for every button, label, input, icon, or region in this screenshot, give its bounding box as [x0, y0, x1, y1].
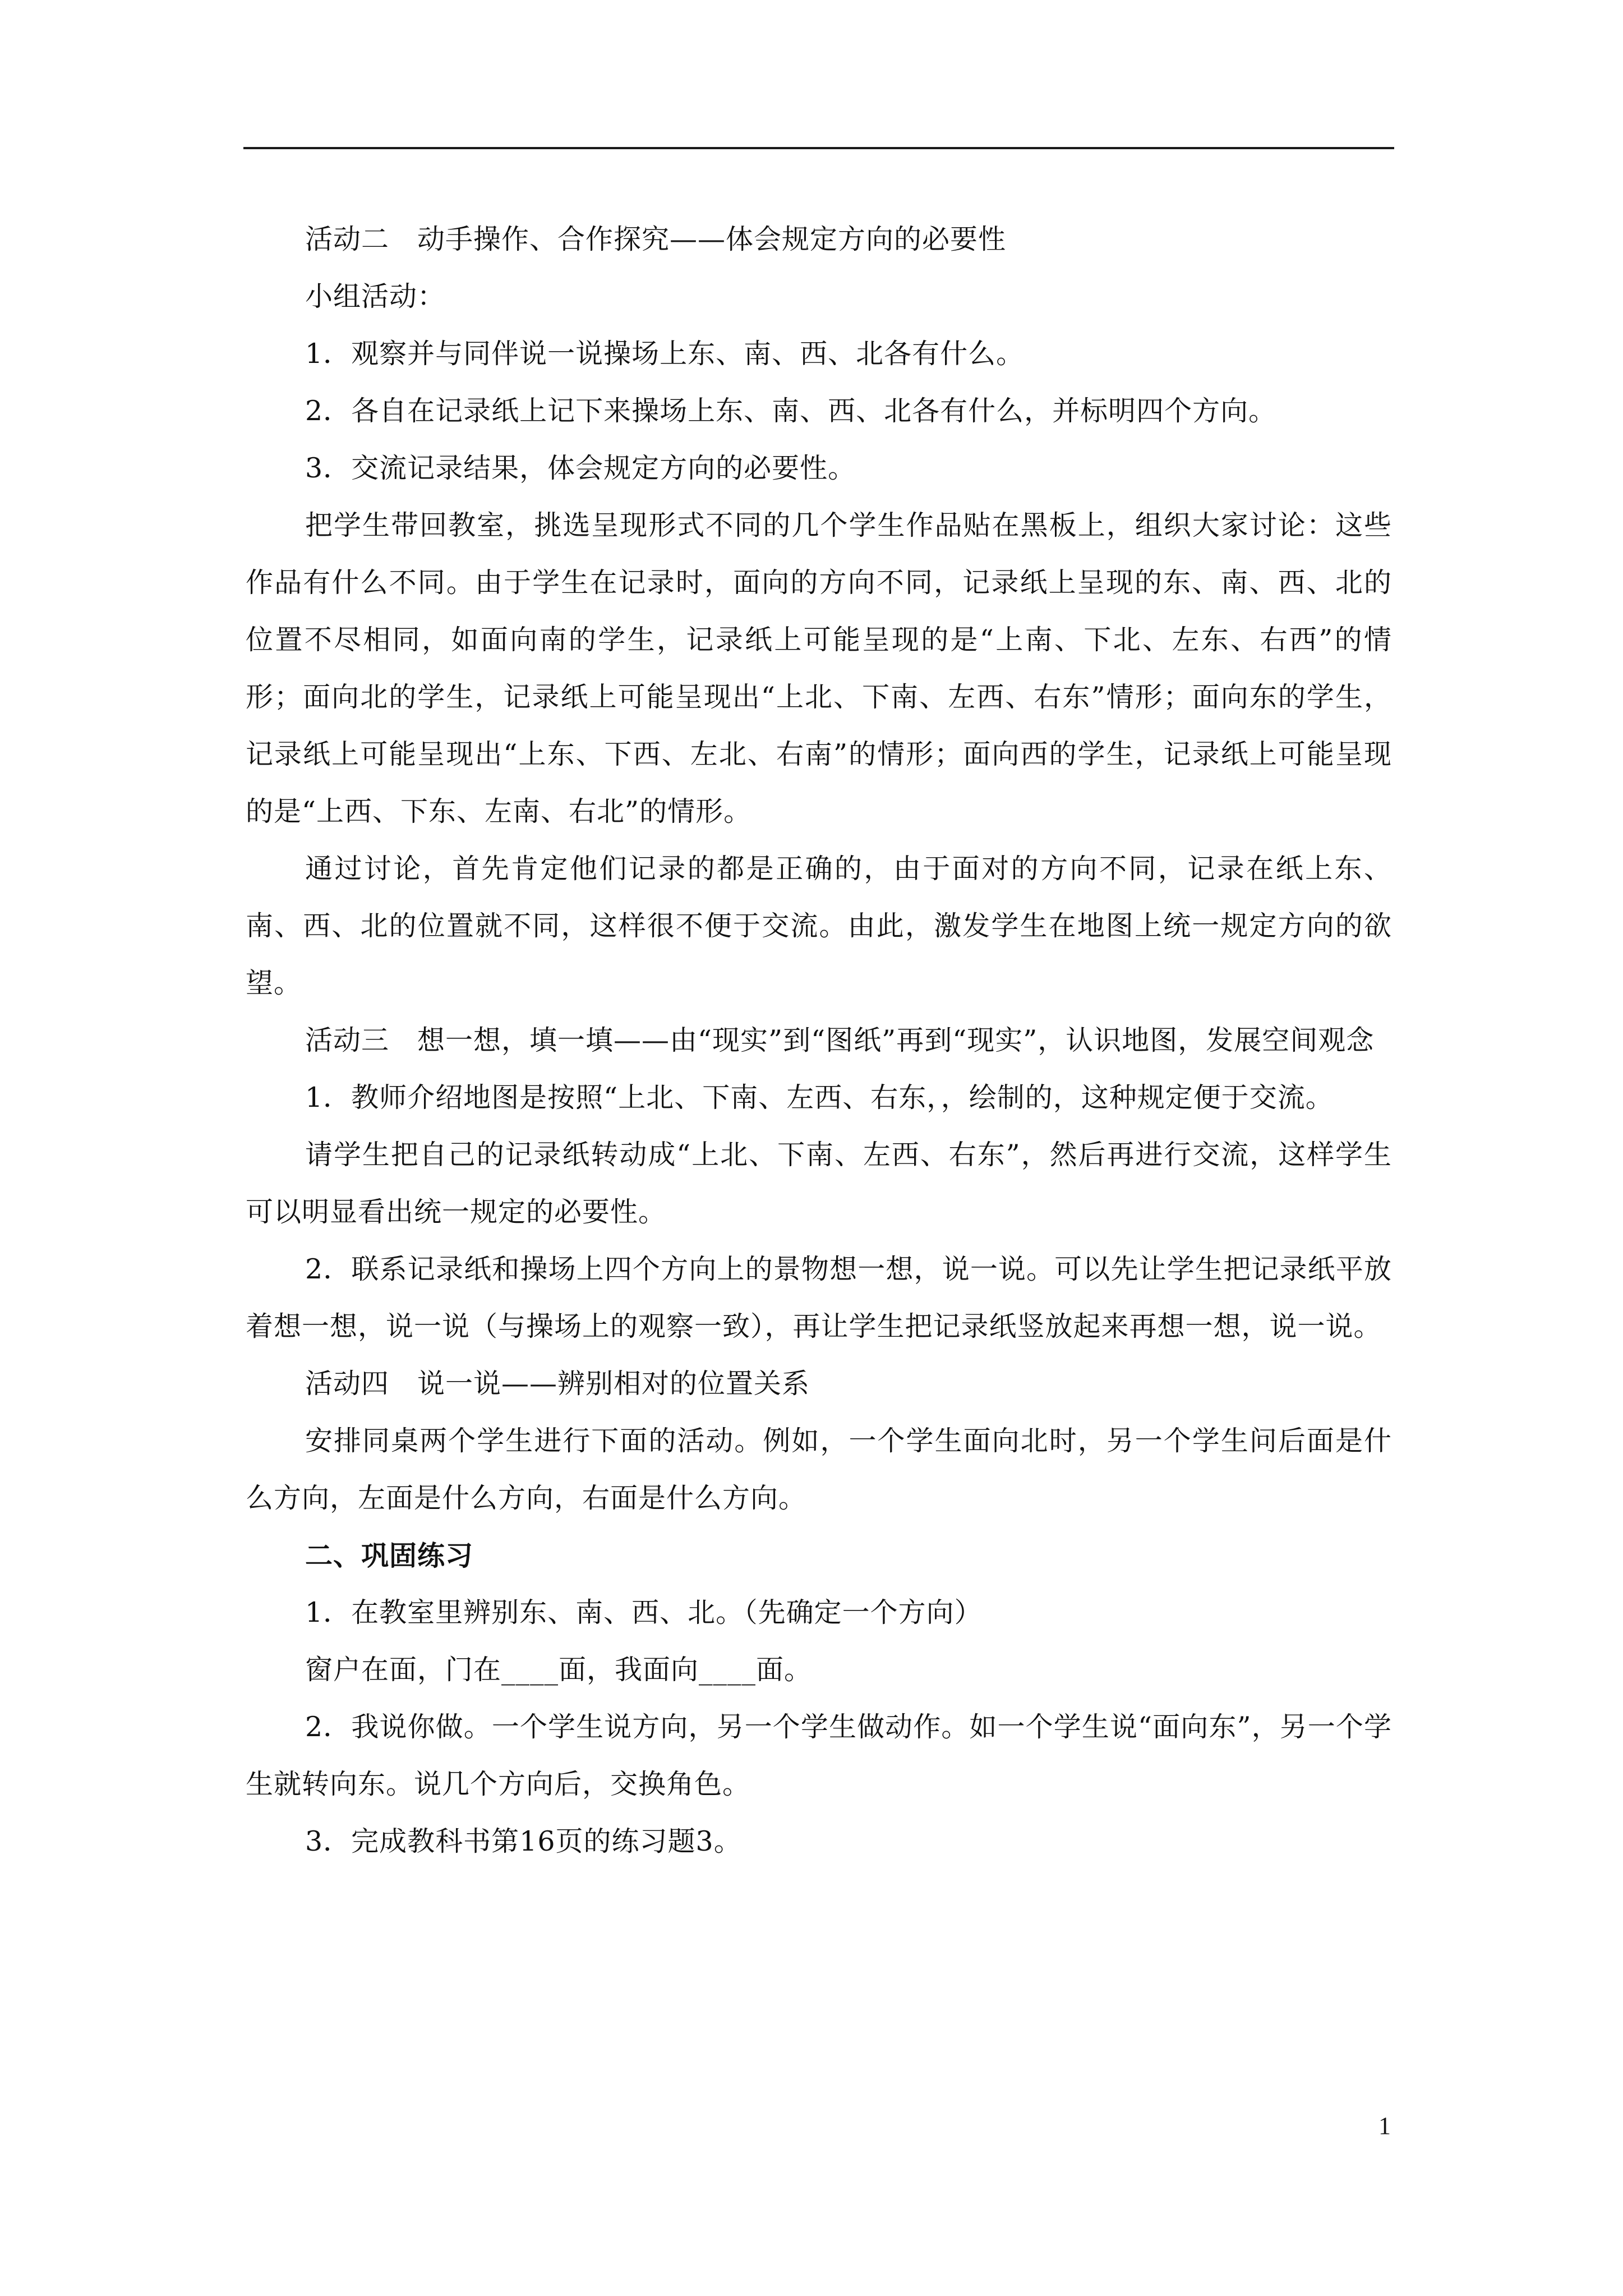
header-rule — [243, 147, 1394, 149]
document-body — [246, 211, 1392, 1870]
list-item: 2．各自在记录纸上记下来操场上东、南、西、北各有什么，并标明四个方向。 — [305, 395, 1277, 427]
group-activity-label: 小组活动： — [305, 280, 446, 312]
list-item: 1．教师介绍地图是按照“上北、下南、左西、右东，，绘制的，这种规定便于交流。 — [305, 1082, 1334, 1114]
exercise-item: 1．在教室里辨别东、南、西、北。（先确定一个方向） — [305, 1596, 983, 1628]
body-paragraph: 请学生把自己的记录纸转动成“上北、下南、左西、右东”，然后再进行交流，这样学生可以明显看出统一规定的必要性。 — [246, 1139, 1392, 1228]
exercise-item: 3．完成教科书第16页的练习题3。 — [305, 1825, 742, 1857]
fill-in-blank: 窗户在面，门在____面，我面向____面。 — [305, 1654, 813, 1686]
section-heading: 二、巩固练习 — [305, 1539, 474, 1572]
page-number: 1 — [1378, 2112, 1391, 2139]
activity-two-heading: 活动二 动手操作、合作探究——体会规定方向的必要性 — [305, 223, 1007, 255]
list-item: 2．联系记录纸和操场上四个方向上的景物想一想，说一说。可以先让学生把记录纸平放着想一想，说一说（与操场上的观察一致），再让学生把记录纸竖放起来再想一想，说一说。 — [246, 1253, 1392, 1342]
activity-four-heading: 活动四 说一说——辨别相对的位置关系 — [305, 1368, 810, 1400]
activity-three-heading: 活动三 想一想，填一填——由“现实”到“图纸”再到“现实”，认识地图，发展空间观念 — [305, 1024, 1375, 1056]
body-paragraph: 安排同桌两个学生进行下面的活动。例如，一个学生面向北时，另一个学生问后面是什么方向，左面是什么方向，右面是什么方向。 — [246, 1425, 1392, 1514]
list-item: 3．交流记录结果，体会规定方向的必要性。 — [305, 452, 856, 484]
exercise-item: 2．我说你做。一个学生说方向，另一个学生做动作。如一个学生说“面向东”，另一个学生就转向东。说几个方向后，交换角色。 — [246, 1711, 1392, 1800]
body-paragraph: 通过讨论，首先肯定他们记录的都是正确的，由于面对的方向不同，记录在纸上东、南、西、北的位置就不同，这样很不便于交流。由此，激发学生在地图上统一规定方向的欲望。 — [246, 853, 1392, 999]
list-item: 1．观察并与同伴说一说操场上东、南、西、北各有什么。 — [305, 338, 1025, 370]
body-paragraph: 把学生带回教室，挑选呈现形式不同的几个学生作品贴在黑板上，组织大家讨论：这些作品有什么不同。由于学生在记录时，面向的方向不同，记录纸上呈现的东、南、西、北的位置不尽相同，如面向南的学生，记录纸上可能呈现的是“上南、下北、左东、右西”的情形；面向北的学生，记录纸上可能呈现出“上北、下南、左西、右东”情形；面向东的学生，记录纸上可能呈现出“上东、下西、左北、右南”的情形；面向西的学生，记录纸上可能呈现的是“上西、下东、左南、右北”的情形。 — [246, 509, 1392, 827]
